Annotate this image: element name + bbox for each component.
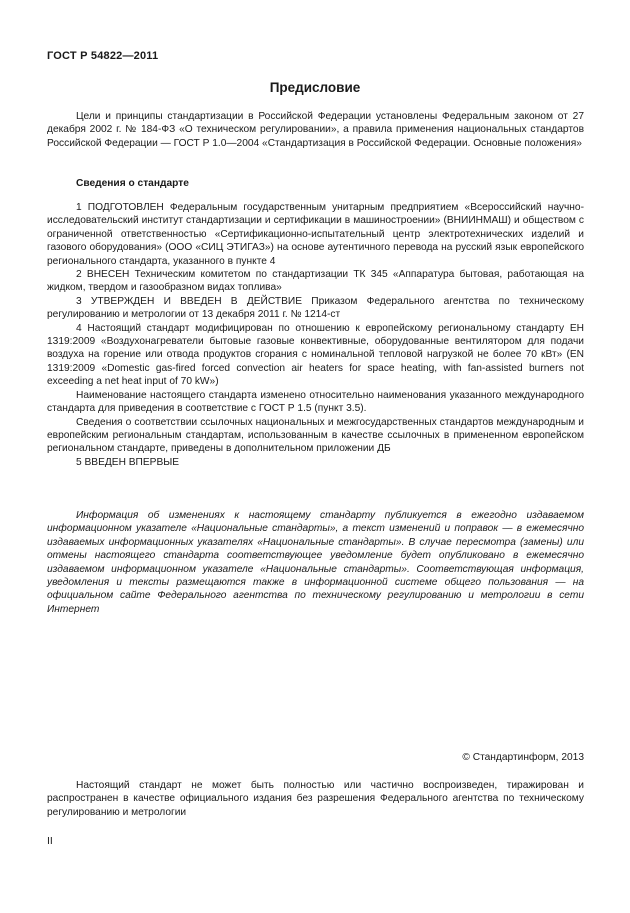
- copyright-notice: © Стандартинформ, 2013: [462, 752, 584, 763]
- document-code-header: ГОСТ Р 54822—2011: [47, 50, 159, 62]
- info-item-modified: 4 Настоящий стандарт модифицирован по отношению к европейскому региональному стандарту ЕН 1319:2009 «Воздухонагреватели бытовые газовые конвективные, оборудованные вентилятором для подачи воздуха на горение или отвода продуктов сгорания с номинальной тепловой нагрузкой не более 70 кВт» (EN 1319:2009 «Domestic gas-fired forced convection air heaters for space heating, with fan-assisted burners not exceeding a net heat input of 70 kW»): [47, 322, 584, 388]
- page-number: II: [47, 835, 53, 847]
- info-item-introduced: 2 ВНЕСЕН Техническим комитетом по стандартизации ТК 345 «Аппаратура бытовая, работающая на жидком, твердом и газообразном видах топлива»: [47, 269, 584, 294]
- page-title: Предисловие: [269, 80, 361, 95]
- reproduction-section: [47, 779, 584, 819]
- info-item-first-introduced: 5 ВВЕДЕН ВПЕРВЫЕ: [76, 456, 180, 468]
- notice-section: [47, 509, 584, 616]
- standard-info-heading-block: [47, 177, 584, 190]
- intro-paragraph: Цели и принципы стандартизации в Российской Федерации установлены Федеральным законом от 27 декабря 2002 г. № 184-ФЗ «О техническом регулировании», а правила применения национальных стандартов Российской Федерации — ГОСТ Р 1.0—2004 «Стандартизация в Российской Федерации. Основные положения»: [47, 111, 584, 149]
- info-item-title-note: Наименование настоящего стандарта изменено относительно наименования указанного международного стандарта для приведения в соответствие с ГОСТ Р 1.5 (пункт 3.5).: [47, 389, 584, 415]
- notice-paragraph: Информация об изменениях к настоящему стандарту публикуется в ежегодно издаваемом информационном указателе «Национальные стандарты», а текст изменений и поправок — в ежемесячно издаваемых информационных указателях «Национальные стандарты». В случае пересмотра (замены) или отмены настоящего стандарта соответствующее уведомление будет опубликовано в ежемесячно издаваемом информационном указателе «Национальные стандарты». Соответствующая информация, уведомления и тексты размещаются также в информационной системе общего пользования — на официальном сайте Федерального агентства по техническому регулированию и метрологии в сети Интернет: [47, 510, 584, 615]
- standard-info-heading: Сведения о стандарте: [76, 178, 189, 189]
- info-item-references-note: Сведения о соответствии ссылочных национальных и межгосударственных стандартов международным и европейским региональным стандартам, использованным в качестве ссылочных в примененном европейском региональном стандарте, приведены в дополнительном приложении ДБ: [47, 416, 584, 455]
- standard-info-section: [47, 201, 584, 469]
- info-item-approved: 3 УТВЕРЖДЕН И ВВЕДЕН В ДЕЙСТВИЕ Приказом Федерального агентства по техническому регулированию и метрологии от 13 декабря 2011 г. № 1214-ст: [47, 295, 584, 321]
- info-item-prepared: 1 ПОДГОТОВЛЕН Федеральным государственным унитарным предприятием «Всероссийский научно-исследовательский институт стандартизации и сертификации в машиностроении» (ВНИИНМАШ) и обществом с ограниченной ответственностью «Сертификационно-испытательный центр электротехнических изделий и газового оборудования» (ООО «СИЦ ЭТИГАЗ») на основе аутентичного перевода на русский язык европейского регионального стандарта, указанного в пункте 4: [47, 202, 584, 267]
- reproduction-paragraph: Настоящий стандарт не может быть полностью или частично воспроизведен, тиражирован и распространен в качестве официального издания без разрешения Федерального агентства по техническому регулированию и метрологии: [47, 780, 584, 818]
- intro-section: [47, 110, 584, 150]
